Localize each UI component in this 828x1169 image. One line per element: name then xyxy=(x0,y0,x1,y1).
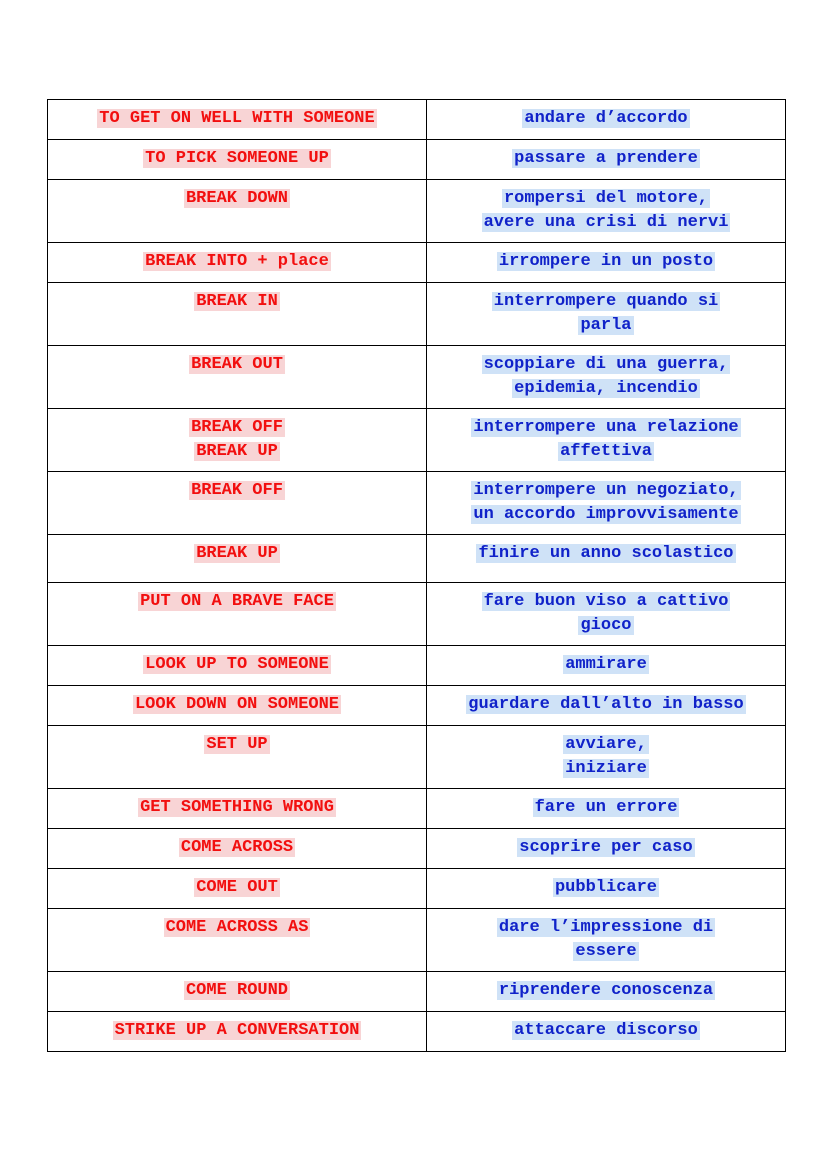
term-text: TO PICK SOMEONE UP xyxy=(145,149,329,168)
term-text: BREAK DOWN xyxy=(185,189,289,208)
term-cell xyxy=(48,869,427,909)
term-text: LOOK UP TO SOMEONE xyxy=(145,655,329,674)
table-row xyxy=(48,583,786,646)
meaning-text: riprendere conoscenza xyxy=(498,981,714,1000)
meaning-text: scoprire per caso xyxy=(519,838,693,857)
meaning-cell xyxy=(427,583,786,646)
meaning-text: pubblicare xyxy=(554,878,658,897)
meaning-cell xyxy=(427,100,786,140)
term-text: BREAK UP xyxy=(196,544,278,563)
table-row xyxy=(48,283,786,346)
meaning-cell xyxy=(427,180,786,243)
phrasal-verbs-table xyxy=(47,99,786,1052)
meaning-text: rompersi del motore, avere una crisi di nervi xyxy=(483,189,729,232)
term-text: BREAK OFF xyxy=(191,481,283,500)
term-text: LOOK DOWN ON SOMEONE xyxy=(134,695,340,714)
term-cell xyxy=(48,180,427,243)
table-row xyxy=(48,1012,786,1052)
meaning-text: interrompere una relazione affettiva xyxy=(473,418,739,461)
table-row xyxy=(48,535,786,583)
table-row xyxy=(48,646,786,686)
term-cell xyxy=(48,283,427,346)
term-cell xyxy=(48,535,427,583)
term-cell xyxy=(48,686,427,726)
meaning-text: finire un anno scolastico xyxy=(478,544,734,563)
meaning-text: andare d’accordo xyxy=(524,109,688,128)
meaning-cell xyxy=(427,535,786,583)
term-cell xyxy=(48,409,427,472)
term-text: BREAK OFF BREAK UP xyxy=(191,418,283,461)
term-text: BREAK IN xyxy=(196,292,278,311)
meaning-cell xyxy=(427,646,786,686)
meaning-cell xyxy=(427,909,786,972)
term-cell xyxy=(48,243,427,283)
term-text: COME OUT xyxy=(196,878,278,897)
term-text: PUT ON A BRAVE FACE xyxy=(140,592,334,611)
term-text: BREAK OUT xyxy=(191,355,283,374)
table-row xyxy=(48,789,786,829)
meaning-text: scoppiare di una guerra, epidemia, incendio xyxy=(483,355,729,398)
term-cell xyxy=(48,909,427,972)
meaning-text: interrompere quando si parla xyxy=(493,292,719,335)
meaning-cell xyxy=(427,829,786,869)
term-cell xyxy=(48,726,427,789)
meaning-cell xyxy=(427,789,786,829)
meaning-text: avviare, iniziare xyxy=(565,735,647,778)
meaning-text: attaccare discorso xyxy=(514,1021,698,1040)
meaning-cell xyxy=(427,972,786,1012)
term-text: COME ACROSS AS xyxy=(165,918,309,937)
term-text: COME ACROSS xyxy=(180,838,294,857)
term-cell xyxy=(48,583,427,646)
term-cell xyxy=(48,972,427,1012)
term-cell xyxy=(48,346,427,409)
term-cell xyxy=(48,646,427,686)
table-row xyxy=(48,829,786,869)
meaning-cell xyxy=(427,686,786,726)
table-row xyxy=(48,409,786,472)
meaning-cell xyxy=(427,346,786,409)
meaning-cell xyxy=(427,409,786,472)
meaning-cell xyxy=(427,1012,786,1052)
meaning-text: fare un errore xyxy=(534,798,678,817)
table-row xyxy=(48,869,786,909)
table-row xyxy=(48,726,786,789)
term-cell xyxy=(48,140,427,180)
term-text: GET SOMETHING WRONG xyxy=(140,798,334,817)
meaning-text: irrompere in un posto xyxy=(498,252,714,271)
meaning-text: fare buon viso a cattivo gioco xyxy=(483,592,729,635)
meaning-cell xyxy=(427,869,786,909)
meaning-cell xyxy=(427,283,786,346)
meaning-cell xyxy=(427,140,786,180)
table-row xyxy=(48,180,786,243)
meaning-text: dare l’impressione di essere xyxy=(498,918,714,961)
table-row xyxy=(48,243,786,283)
term-text: STRIKE UP A CONVERSATION xyxy=(114,1021,360,1040)
term-text: COME ROUND xyxy=(185,981,289,1000)
meaning-cell xyxy=(427,243,786,283)
table-row xyxy=(48,686,786,726)
table-row xyxy=(48,100,786,140)
meaning-text: ammirare xyxy=(565,655,647,674)
term-cell xyxy=(48,829,427,869)
table-row xyxy=(48,140,786,180)
term-cell xyxy=(48,100,427,140)
term-cell xyxy=(48,789,427,829)
table-row xyxy=(48,972,786,1012)
term-cell xyxy=(48,472,427,535)
meaning-text: interrompere un negoziato, un accordo improvvisamente xyxy=(473,481,739,524)
meaning-text: guardare dall’alto in basso xyxy=(468,695,744,714)
table-row xyxy=(48,346,786,409)
term-cell xyxy=(48,1012,427,1052)
table-row xyxy=(48,909,786,972)
term-text: BREAK INTO + place xyxy=(145,252,329,271)
meaning-cell xyxy=(427,726,786,789)
meaning-cell xyxy=(427,472,786,535)
term-text: TO GET ON WELL WITH SOMEONE xyxy=(99,109,375,128)
meaning-text: passare a prendere xyxy=(514,149,698,168)
term-text: SET UP xyxy=(206,735,268,754)
table-row xyxy=(48,472,786,535)
